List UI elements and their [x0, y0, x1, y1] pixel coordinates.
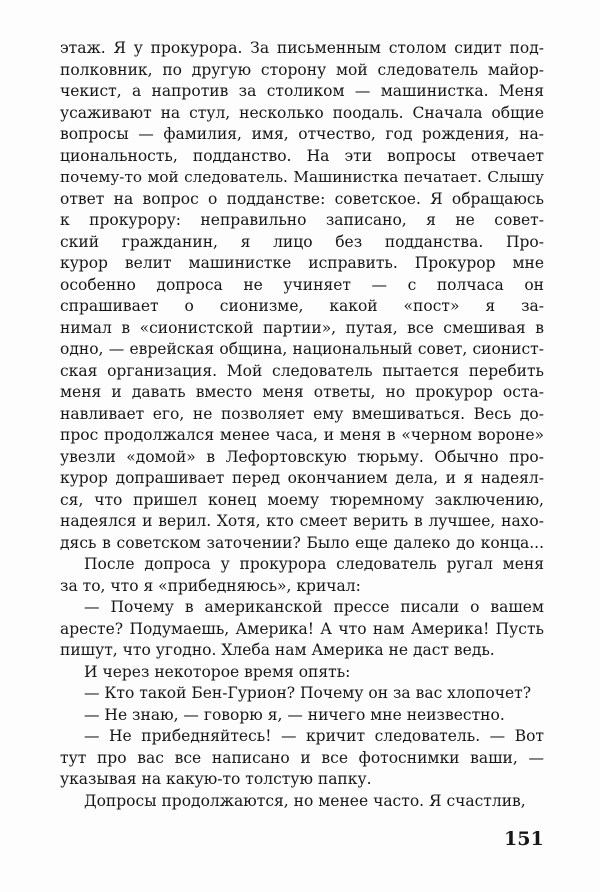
- text-line: к прокурору: неправильно записано, я не совет-: [60, 211, 544, 229]
- text-line: спрашивает о сионизме, какой «пост» я за-: [60, 297, 544, 315]
- paragraph: [60, 726, 544, 791]
- paragraph: [60, 597, 544, 662]
- text-line: меня и давать вместо меня ответы, но прокурор оста-: [60, 383, 544, 401]
- text-line: указывая на какую-то толстую папку.: [60, 770, 372, 788]
- paragraph: [60, 791, 544, 813]
- text-line: усаживают на стул, несколько поодаль. Сначала общие: [60, 103, 544, 122]
- text-line: особенно допроса не учиняет — с полчаса он: [60, 275, 544, 294]
- paragraph: [60, 683, 544, 705]
- text-line: — Почему в американской прессе писали о вашем: [84, 598, 544, 616]
- text-line: курор велит машинистке исправить. Прокурор мне: [60, 254, 544, 272]
- text-line: ская организация. Мой следователь пытается перебить: [60, 361, 544, 380]
- text-line: полковник, по другую сторону мой следователь майор-: [60, 60, 544, 79]
- paragraph: [60, 554, 544, 597]
- text-line: — Не прибедняйтесь! — кричит следователь. — Вот: [84, 727, 544, 745]
- text-line: ский гражданин, я лицо без подданства. Про-: [60, 232, 544, 251]
- text-line: тут про вас все написано и все фотоснимки ваши, —: [60, 748, 544, 767]
- text-line: увезли «домой» в Лефортовскую тюрьму. Обычно про-: [60, 447, 544, 466]
- text-line: ся, что пришел конец моему тюремному заключению,: [60, 490, 544, 509]
- text-line: После допроса у прокурора следователь ругал меня: [84, 555, 544, 573]
- text-line: аресте? Подумаешь, Америка! А что нам Америка! Пусть: [60, 619, 544, 638]
- text-line: ответ на вопрос о подданстве: советское. Я обращаюсь: [60, 189, 544, 208]
- text-line: за то, что я «прибедняюсь», кричал:: [60, 576, 361, 595]
- text-line: вопросы — фамилия, имя, отчество, год рождения, на-: [60, 125, 544, 143]
- text-line: — Кто такой Бен-Гурион? Почему он за вас хлопочет?: [84, 684, 532, 702]
- text-line: нимал в «сионистской партии», путая, все смешивая в: [60, 318, 544, 337]
- text-line: дясь в советском заточении? Было еще далеко до конца...: [60, 533, 544, 552]
- text-line: курор допрашивает перед окончанием дела, и я надеял-: [60, 469, 544, 487]
- text-line: пишут, что угодно. Хлеба нам Америка не даст ведь.: [60, 641, 495, 659]
- body-text: [60, 38, 544, 812]
- text-line: Допросы продолжаются, но менее часто. Я счастлив,: [84, 791, 526, 810]
- text-line: — Не знаю, — говорю я, — ничего мне неизвестно.: [84, 705, 505, 724]
- text-line: надеялся и верил. Хотя, кто смеет верить в лучшее, нахо-: [60, 512, 544, 530]
- text-line: почему-то мой следователь. Машинистка печатает. Слышу: [60, 168, 544, 186]
- paragraph: [60, 662, 544, 684]
- page-number: 151: [504, 828, 544, 850]
- text-line: циональность, подданство. На эти вопросы отвечает: [60, 146, 544, 165]
- text-line: И через некоторое время опять:: [84, 662, 351, 681]
- text-line: прос продолжался менее часа, и меня в «черном вороне»: [60, 426, 544, 444]
- text-line: чекист, а напротив за столиком — машинистка. Меня: [60, 82, 544, 100]
- text-line: одно, — еврейская община, национальный совет, сионист-: [60, 340, 544, 358]
- paragraph: [60, 38, 544, 554]
- text-line: этаж. Я у прокурора. За письменным столом сидит под-: [60, 39, 544, 57]
- paragraph: [60, 705, 544, 727]
- text-line: навливает его, не позволяет ему вмешиваться. Весь до-: [60, 404, 544, 423]
